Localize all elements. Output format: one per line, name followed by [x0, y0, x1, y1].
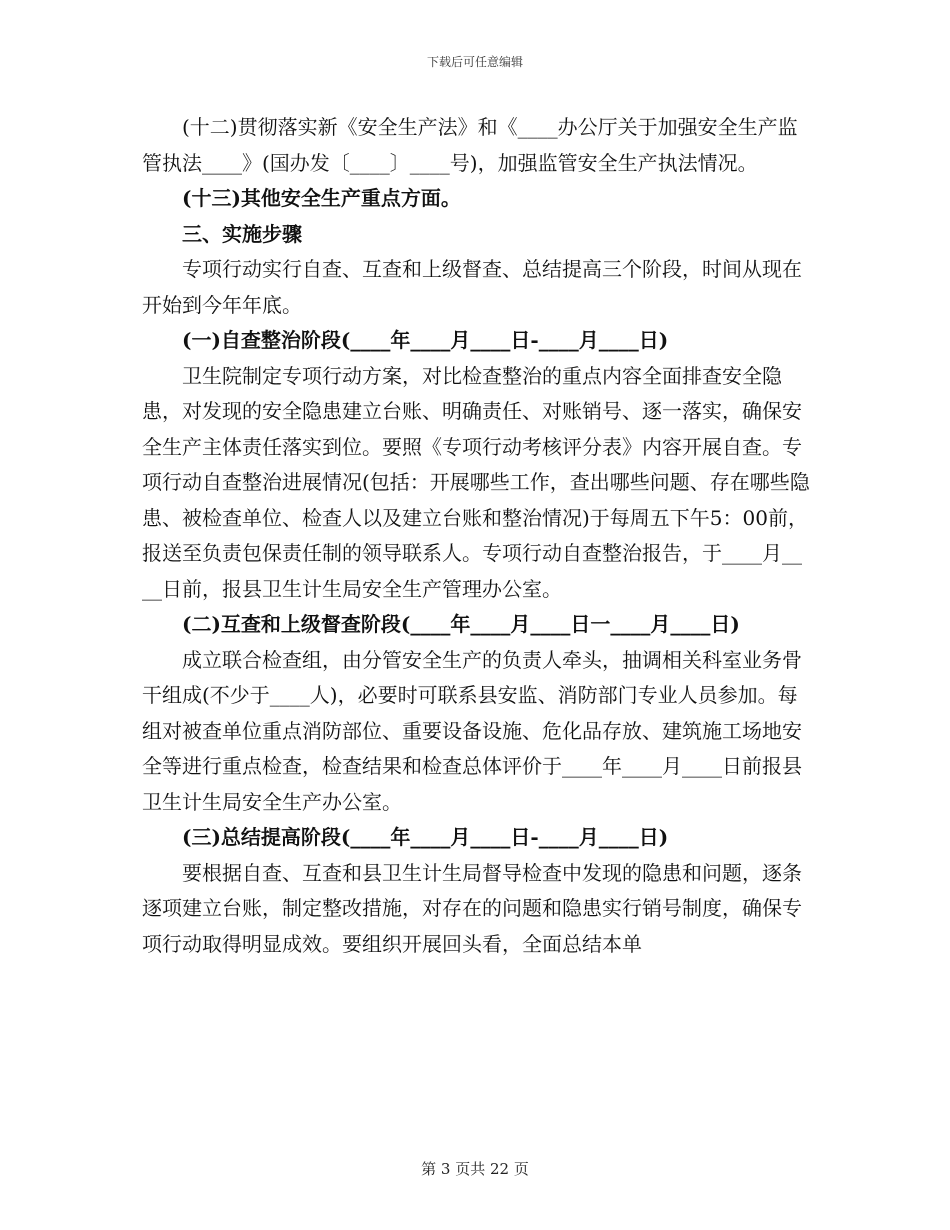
stage1-paragraph: 卫生院制定专项行动方案，对比检查整治的重点内容全面排查安全隐患，对发现的安全隐患建立台账、明确责任、对账销号、逐一落实，确保安全生产主体责任落实到位。要照《专项行动考核评分表》内容开展自查。专项行动自查整治进展情况(包括：开展哪些工作，查出哪些问题、存在哪些隐患、被检查单位、检查人以及建立台账和整治情况)于每周五下午5：00前，报送至负责包保责任制的领导联系人。专项行动自查整治报告，于____月____日前，报县卫生计生局安全生产管理办公室。 — [142, 363, 810, 601]
stage3-paragraph: 要根据自查、互查和县卫生计生局督导检查中发现的隐患和问题，逐条逐项建立台账，制定整改措施，对存在的问题和隐患实行销号制度，确保专项行动取得明显成效。要组织开展回头看，全面总结本单 — [142, 860, 802, 956]
heading-item-13: (十三)其他安全生产重点方面。 — [182, 186, 461, 210]
page-footer: 第 3 页共 22 页 — [421, 1160, 529, 1178]
stage1-title: (一)自查整治阶段(____年____月____日-____月____日) — [182, 328, 669, 352]
paragraph-item-12: (十二)贯彻落实新《安全生产法》和《____办公厅关于加强安全生产监管执法____》(国办发〔____〕____号)，加强监管安全生产执法情况。 — [142, 115, 798, 175]
stage2-paragraph: 成立联合检查组，由分管安全生产的负责人牵头，抽调相关科室业务骨干组成(不少于____人)，必要时可联系县安监、消防部门专业人员参加。每组对被查单位重点消防部位、重要设备设施、危化品存放、建筑施工场地安全等进行重点检查，检查结果和检查总体评价于____年____月____日前报县卫生计生局安全生产办公室。 — [142, 647, 802, 814]
stage2-title: (二)互查和上级督查阶段(____年____月____日一____月____日) — [182, 612, 740, 636]
section-title-implementation-steps: 三、实施步骤 — [182, 221, 302, 246]
paragraph-intro: 专项行动实行自查、互查和上级督查、总结提高三个阶段，时间从现在开始到今年年底。 — [142, 257, 802, 317]
stage3-title: (三)总结提高阶段(____年____月____日-____月____日) — [182, 825, 669, 849]
page-header: 下载后可任意编辑 — [426, 55, 523, 69]
document-body — [142, 110, 810, 962]
